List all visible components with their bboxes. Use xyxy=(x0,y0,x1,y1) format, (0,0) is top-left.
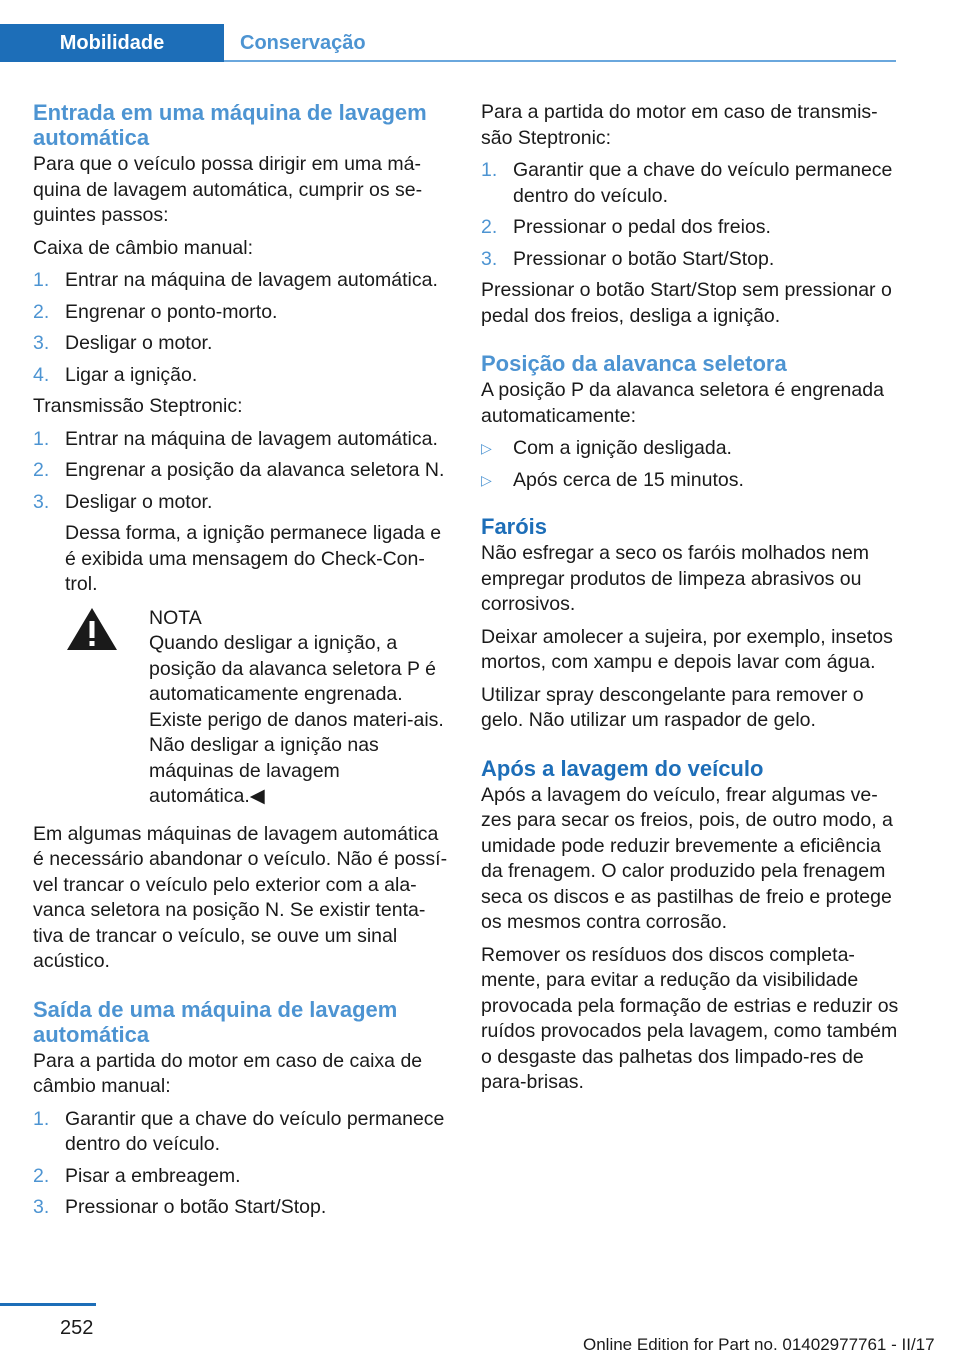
header-rule xyxy=(224,60,896,62)
list-number: 2. xyxy=(33,459,50,481)
list-item xyxy=(33,268,451,294)
list-text: Com a ignição desligada. xyxy=(513,437,732,459)
list-item xyxy=(33,1195,451,1221)
list-text: Garantir que a chave do veículo permanece dentro do veículo. xyxy=(65,1107,445,1155)
list-text: Pressionar o pedal dos freios. xyxy=(513,216,771,238)
section-title-saida: Saída de uma máquina de lavagem automática xyxy=(33,996,398,1047)
list-text: Desligar o motor. xyxy=(65,490,213,513)
bullet-triangle-icon: ▷ xyxy=(481,440,492,456)
footer-rule xyxy=(0,1303,96,1306)
edition-text: Online Edition for Part no. 01402977761 - II/17 xyxy=(583,1335,935,1354)
numbered-list-saida xyxy=(33,1107,451,1221)
bullet-list xyxy=(481,436,899,493)
list-number: 1. xyxy=(33,269,50,291)
bullet-triangle-icon: ▷ xyxy=(481,471,492,488)
list-number: 3. xyxy=(33,490,50,513)
list-item xyxy=(33,427,451,453)
list-item xyxy=(33,1164,451,1190)
paragraph: Para a partida do motor em caso de transmis‐são Steptronic: xyxy=(481,101,878,149)
list-text: Garantir que a chave do veículo permanece dentro do veículo. xyxy=(513,159,893,207)
list-item xyxy=(33,490,451,598)
paragraph: Não esfregar a seco os faróis molhados nem empregar produtos de limpeza abrasivos ou corrosivos. xyxy=(481,542,870,615)
numbered-list-steptronic xyxy=(33,427,451,598)
list-number: 1. xyxy=(481,159,498,181)
list-item xyxy=(481,436,899,462)
numbered-list-steptronic-start xyxy=(481,158,899,272)
list-item xyxy=(33,331,451,357)
list-text: Entrar na máquina de lavagem automática. xyxy=(65,269,438,291)
list-text: Ligar a ignição. xyxy=(65,363,198,386)
right-column xyxy=(481,100,899,1103)
list-number: 3. xyxy=(481,247,498,270)
list-number: 3. xyxy=(33,332,50,354)
paragraph: Pressionar o botão Start/Stop sem pressionar o pedal dos freios, desliga a ignição. xyxy=(481,279,892,327)
list-item xyxy=(481,468,899,494)
list-text: Pisar a embreagem. xyxy=(65,1164,241,1187)
paragraph: Deixar amolecer a sujeira, por exemplo, insetos mortos, com xampu e depois lavar com água. xyxy=(481,625,893,673)
list-text: Desligar o motor. xyxy=(65,332,213,354)
tab-conservacao[interactable]: Conservação xyxy=(224,24,410,62)
section-title-posicao: Posição da alavanca seletora xyxy=(481,351,787,376)
list-item-extra: Dessa forma, a ignição permanece ligada e é exibida uma mensagem do Check-Con‐trol. xyxy=(65,522,442,595)
list-text: Pressionar o botão Start/Stop. xyxy=(65,1196,327,1218)
section-title-apos-lavagem: Após a lavagem do veículo xyxy=(481,755,764,781)
list-number: 1. xyxy=(33,1107,50,1130)
note-title: NOTA xyxy=(149,606,202,629)
warning-triangle-icon xyxy=(65,606,119,652)
list-text: Pressionar o botão Start/Stop. xyxy=(513,247,775,270)
note-body: Quando desligar a ignição, a posição da alavanca seletora P é automaticamente engrenada. Existe perigo de danos materi‐ais. Não desligar a ignição nas máquinas de lavagem automática.◀ xyxy=(149,632,444,807)
list-number: 2. xyxy=(33,1164,50,1187)
numbered-list-manual xyxy=(33,268,451,388)
list-number: 2. xyxy=(33,300,50,323)
paragraph: Após a lavagem do veículo, frear algumas ve‐zes para secar os freios, pois, de outro modo, a umidade pode reduzir brevemente a eficiência da frenagem. O calor produzido pela frenagem seca os discos e as pastilhas de freio e protege os mesmos contra corrosão. xyxy=(481,783,893,933)
list-item xyxy=(33,458,451,484)
paragraph: Em algumas máquinas de lavagem automática é necessário abandonar o veículo. Não é possí‐vel trancar o veículo pelo exterior com a ala‐vanca seletora na posição N. Se existir tenta‐tiva de trancar o veículo, se ouve um sinal acústico. xyxy=(33,822,448,972)
list-text: Após cerca de 15 minutos. xyxy=(513,468,744,491)
list-item xyxy=(481,247,899,273)
paragraph: A posição P da alavanca seletora é engrenada automaticamente: xyxy=(481,379,884,427)
paragraph: Remover os resíduos dos discos completa‐mente, para evitar a redução da visibilidade provocada pela formação de estrias e reduzir os ruídos provocados pela lavagem, como também o desgaste das palhetas dos limpado‐res de para-brisas. xyxy=(481,943,899,1093)
list-number: 3. xyxy=(33,1196,50,1218)
page-number: 252 xyxy=(60,1317,94,1339)
list-item xyxy=(33,300,451,326)
list-text: Engrenar o ponto-morto. xyxy=(65,300,278,323)
list-item xyxy=(481,215,899,241)
list-number: 2. xyxy=(481,216,498,238)
paragraph: Para que o veículo possa dirigir em uma má‐quina de lavagem automática, cumprir os se‐guintes passos: xyxy=(33,153,423,226)
tab-mobilidade[interactable]: Mobilidade xyxy=(0,24,224,62)
list-number: 1. xyxy=(33,427,50,450)
list-item xyxy=(33,363,451,389)
section-title-farois: Faróis xyxy=(481,514,548,539)
paragraph: Para a partida do motor em caso de caixa de câmbio manual: xyxy=(33,1049,423,1097)
list-text: Engrenar a posição da alavanca seletora N. xyxy=(65,459,445,481)
list-text: Entrar na máquina de lavagem automática. xyxy=(65,427,438,450)
paragraph: Caixa de câmbio manual: xyxy=(33,236,254,259)
list-item xyxy=(481,158,899,209)
paragraph: Transmissão Steptronic: xyxy=(33,395,243,417)
left-column xyxy=(33,100,451,1227)
list-number: 4. xyxy=(33,363,50,386)
list-item xyxy=(33,1107,451,1158)
warning-note xyxy=(65,606,451,810)
paragraph: Utilizar spray descongelante para remover o gelo. Não utilizar um raspador de gelo. xyxy=(481,683,864,731)
section-title-entrada: Entrada em uma máquina de lavagem automática xyxy=(33,100,427,150)
